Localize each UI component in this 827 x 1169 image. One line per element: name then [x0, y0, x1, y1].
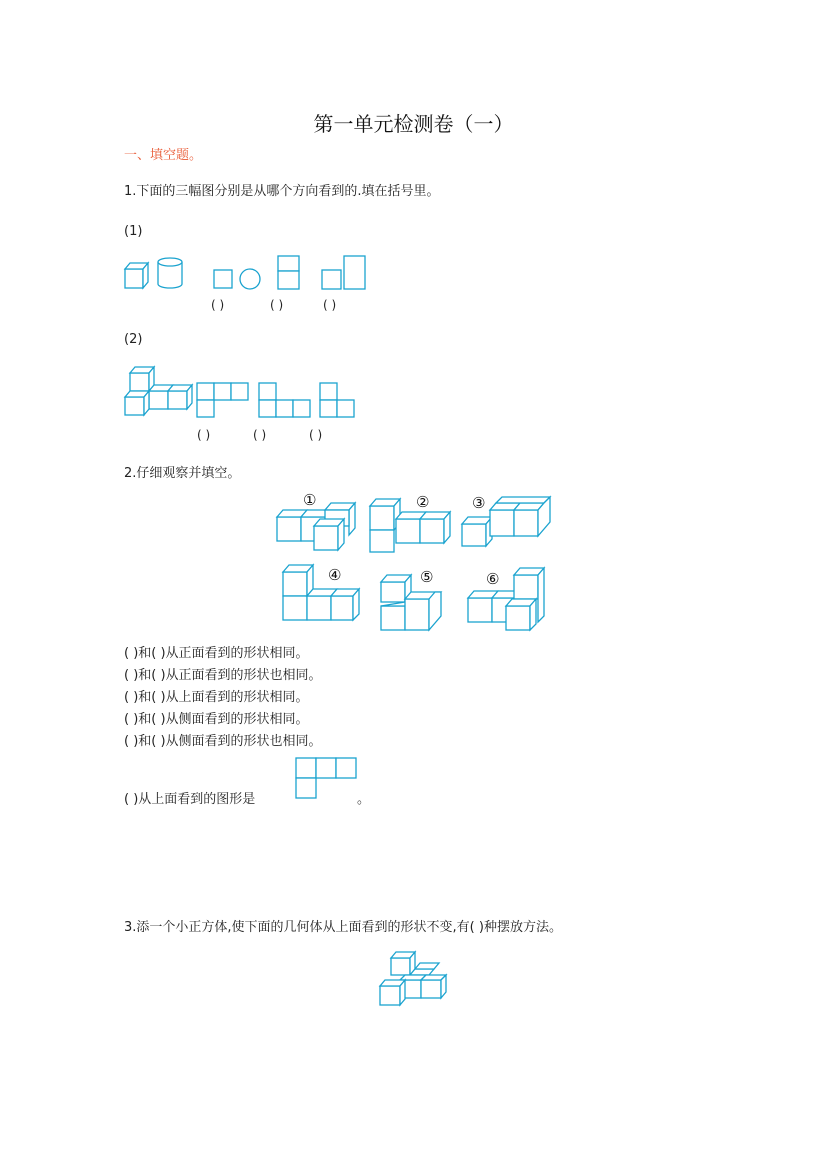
q1-part2-blank-3[interactable]: ( ) [309, 428, 323, 442]
figure-2-label: ② [416, 493, 430, 511]
q1-part2-blank-2[interactable]: ( ) [253, 428, 267, 442]
q2-figures [270, 488, 560, 638]
figure-6-label: ⑥ [486, 570, 500, 588]
q1-part1-blank-1[interactable]: ( ) [211, 298, 225, 312]
figure-4-label: ④ [328, 566, 342, 584]
q2-line-2[interactable]: ( )和( )从正面看到的形状也相同。 [124, 668, 322, 683]
q2-last-line-prefix[interactable]: ( )从上面看到的图形是 [124, 792, 256, 807]
cylinder-figure [158, 258, 182, 288]
figure-3 [462, 494, 550, 546]
figure-1 [277, 491, 355, 550]
q1-part2-blank-1[interactable]: ( ) [197, 428, 211, 442]
view-tall-rect [344, 256, 365, 289]
q1-part1-blank-2[interactable]: ( ) [270, 298, 284, 312]
view-square [214, 270, 232, 288]
view-small-square [322, 270, 341, 289]
figure-4 [283, 565, 359, 620]
cube-figure [125, 263, 148, 288]
question-1-text: 1.下面的三幅图分别是从哪个方向看到的.填在括号里。 [124, 184, 440, 199]
question-2-text: 2.仔细观察并填空。 [124, 466, 241, 481]
figure-5-label: ⑤ [420, 568, 434, 586]
q2-line-1[interactable]: ( )和( )从正面看到的形状相同。 [124, 646, 309, 661]
q2-last-line-suffix: 。 [357, 792, 371, 807]
figure-5 [381, 568, 441, 630]
q3-figure [378, 946, 448, 1008]
q2-top-view-figure [295, 757, 357, 801]
q1-part1-figures [124, 254, 374, 294]
figure-6 [468, 568, 544, 630]
question-3-text[interactable]: 3.添一个小正方体,使下面的几何体从上面看到的形状不变,有( )种摆放方法。 [124, 920, 562, 935]
q2-line-4[interactable]: ( )和( )从侧面看到的形状相同。 [124, 712, 309, 727]
figure-3-label: ③ [472, 494, 486, 512]
q2-line-5[interactable]: ( )和( )从侧面看到的形状也相同。 [124, 734, 322, 749]
question-1-part-1-label: (1) [124, 224, 143, 239]
q2-line-3[interactable]: ( )和( )从上面看到的形状相同。 [124, 690, 309, 705]
cube-stack-figure [125, 367, 192, 415]
question-1-part-2-label: (2) [124, 332, 143, 347]
page-title: 第一单元检测卷（一） [313, 112, 514, 136]
q1-part1-blank-3[interactable]: ( ) [323, 298, 337, 312]
view-stack-top [278, 256, 299, 271]
figure-2 [370, 493, 450, 552]
q1-part2-figures [124, 365, 364, 420]
view-circle [240, 269, 260, 289]
figure-1-label: ① [303, 491, 317, 509]
section-heading: 一、填空题。 [124, 148, 203, 163]
view-stack-bottom [278, 271, 299, 289]
